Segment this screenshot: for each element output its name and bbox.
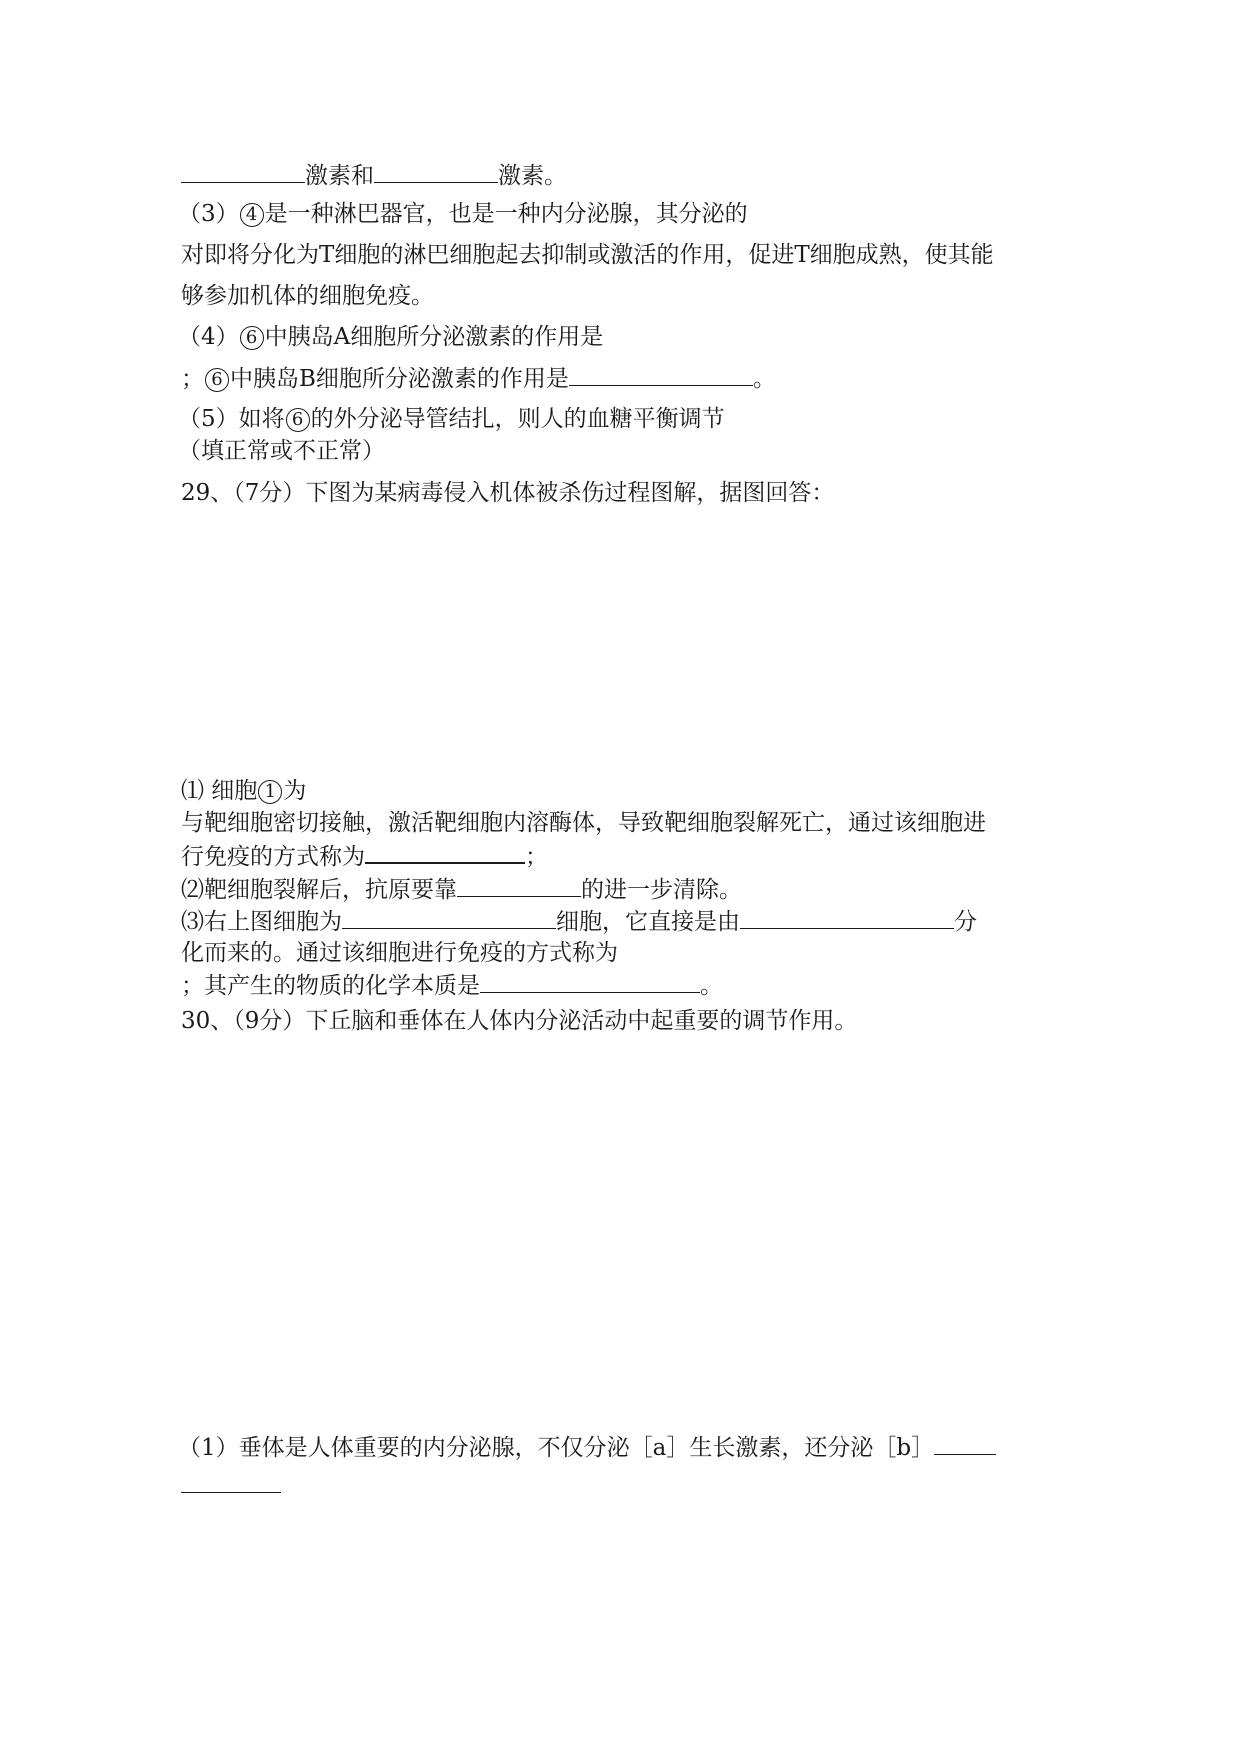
q28-item-3-line2: 对即将分化为T细胞的淋巴细胞起去抑制或激活的作用，促进T细胞成熟，使其能 (181, 242, 994, 268)
q29-title: 29、（7分）下图为某病毒侵入机体被杀伤过程图解，据图回答： (181, 480, 835, 506)
answer-blank[interactable] (934, 1432, 996, 1455)
q28-item-5-line2: （填正常或不正常） (178, 438, 385, 464)
figure-placeholder (181, 1045, 1061, 1420)
answer-blank[interactable] (181, 160, 305, 183)
q29-item-2: ⑵靶细胞裂解后，抗原要靠 的进一步清除。 (181, 874, 742, 905)
answer-blank[interactable] (181, 1470, 281, 1493)
q29-item-3-line2: 化而来的。通过该细胞进行免疫的方式称为 (181, 940, 618, 966)
q28-item-3-line3: 够参加机体的细胞免疫。 (181, 283, 434, 309)
circled-number: 6 (286, 408, 310, 432)
answer-blank[interactable] (365, 840, 525, 864)
answer-blank[interactable] (569, 363, 753, 386)
q28-item-3: （3） 4 是一种淋巴器官，也是一种内分泌腺，其分泌的 (178, 201, 748, 227)
q28-line-hormones: 激素和 激素。 (181, 160, 567, 191)
answer-blank[interactable] (457, 874, 581, 897)
q28-item-4: （4） 6 中胰岛A细胞所分泌激素的作用是 (178, 324, 604, 350)
answer-blank[interactable] (342, 906, 556, 929)
figure-placeholder (181, 515, 1061, 770)
q29-item-3: ⑶右上图细胞为 细胞，它直接是由 分 (181, 906, 977, 937)
q28-item-5: （5）如将 6 的外分泌导管结扎，则人的血糖平衡调节 (178, 406, 725, 432)
q28-item-4-line2: ； 6 中胰岛B细胞所分泌激素的作用是 。 (181, 363, 776, 394)
answer-blank[interactable] (740, 906, 954, 929)
circled-number: 6 (240, 326, 264, 350)
circled-number: 4 (240, 203, 264, 227)
q30-item-1: （1）垂体是人体重要的内分泌腺，不仅分泌［a］生长激素，还分泌［b］ (178, 1432, 996, 1463)
q30-item-1-line2 (181, 1470, 281, 1501)
circled-number: 1 (258, 780, 282, 804)
q29-item-1: ⑴ 细胞 1 为 (181, 778, 307, 804)
q29-item-1-line2: 与靶细胞密切接触，激活靶细胞内溶酶体，导致靶细胞裂解死亡，通过该细胞进 (181, 810, 986, 836)
q29-item-3-line3: ；其产生的物质的化学本质是 。 (181, 970, 723, 1001)
q29-item-1-line3: 行免疫的方式称为 ； (181, 840, 548, 872)
q30-title: 30、（9分）下丘脑和垂体在人体内分泌活动中起重要的调节作用。 (181, 1008, 858, 1034)
circled-number: 6 (205, 368, 229, 392)
answer-blank[interactable] (374, 160, 498, 183)
answer-blank[interactable] (480, 970, 700, 993)
